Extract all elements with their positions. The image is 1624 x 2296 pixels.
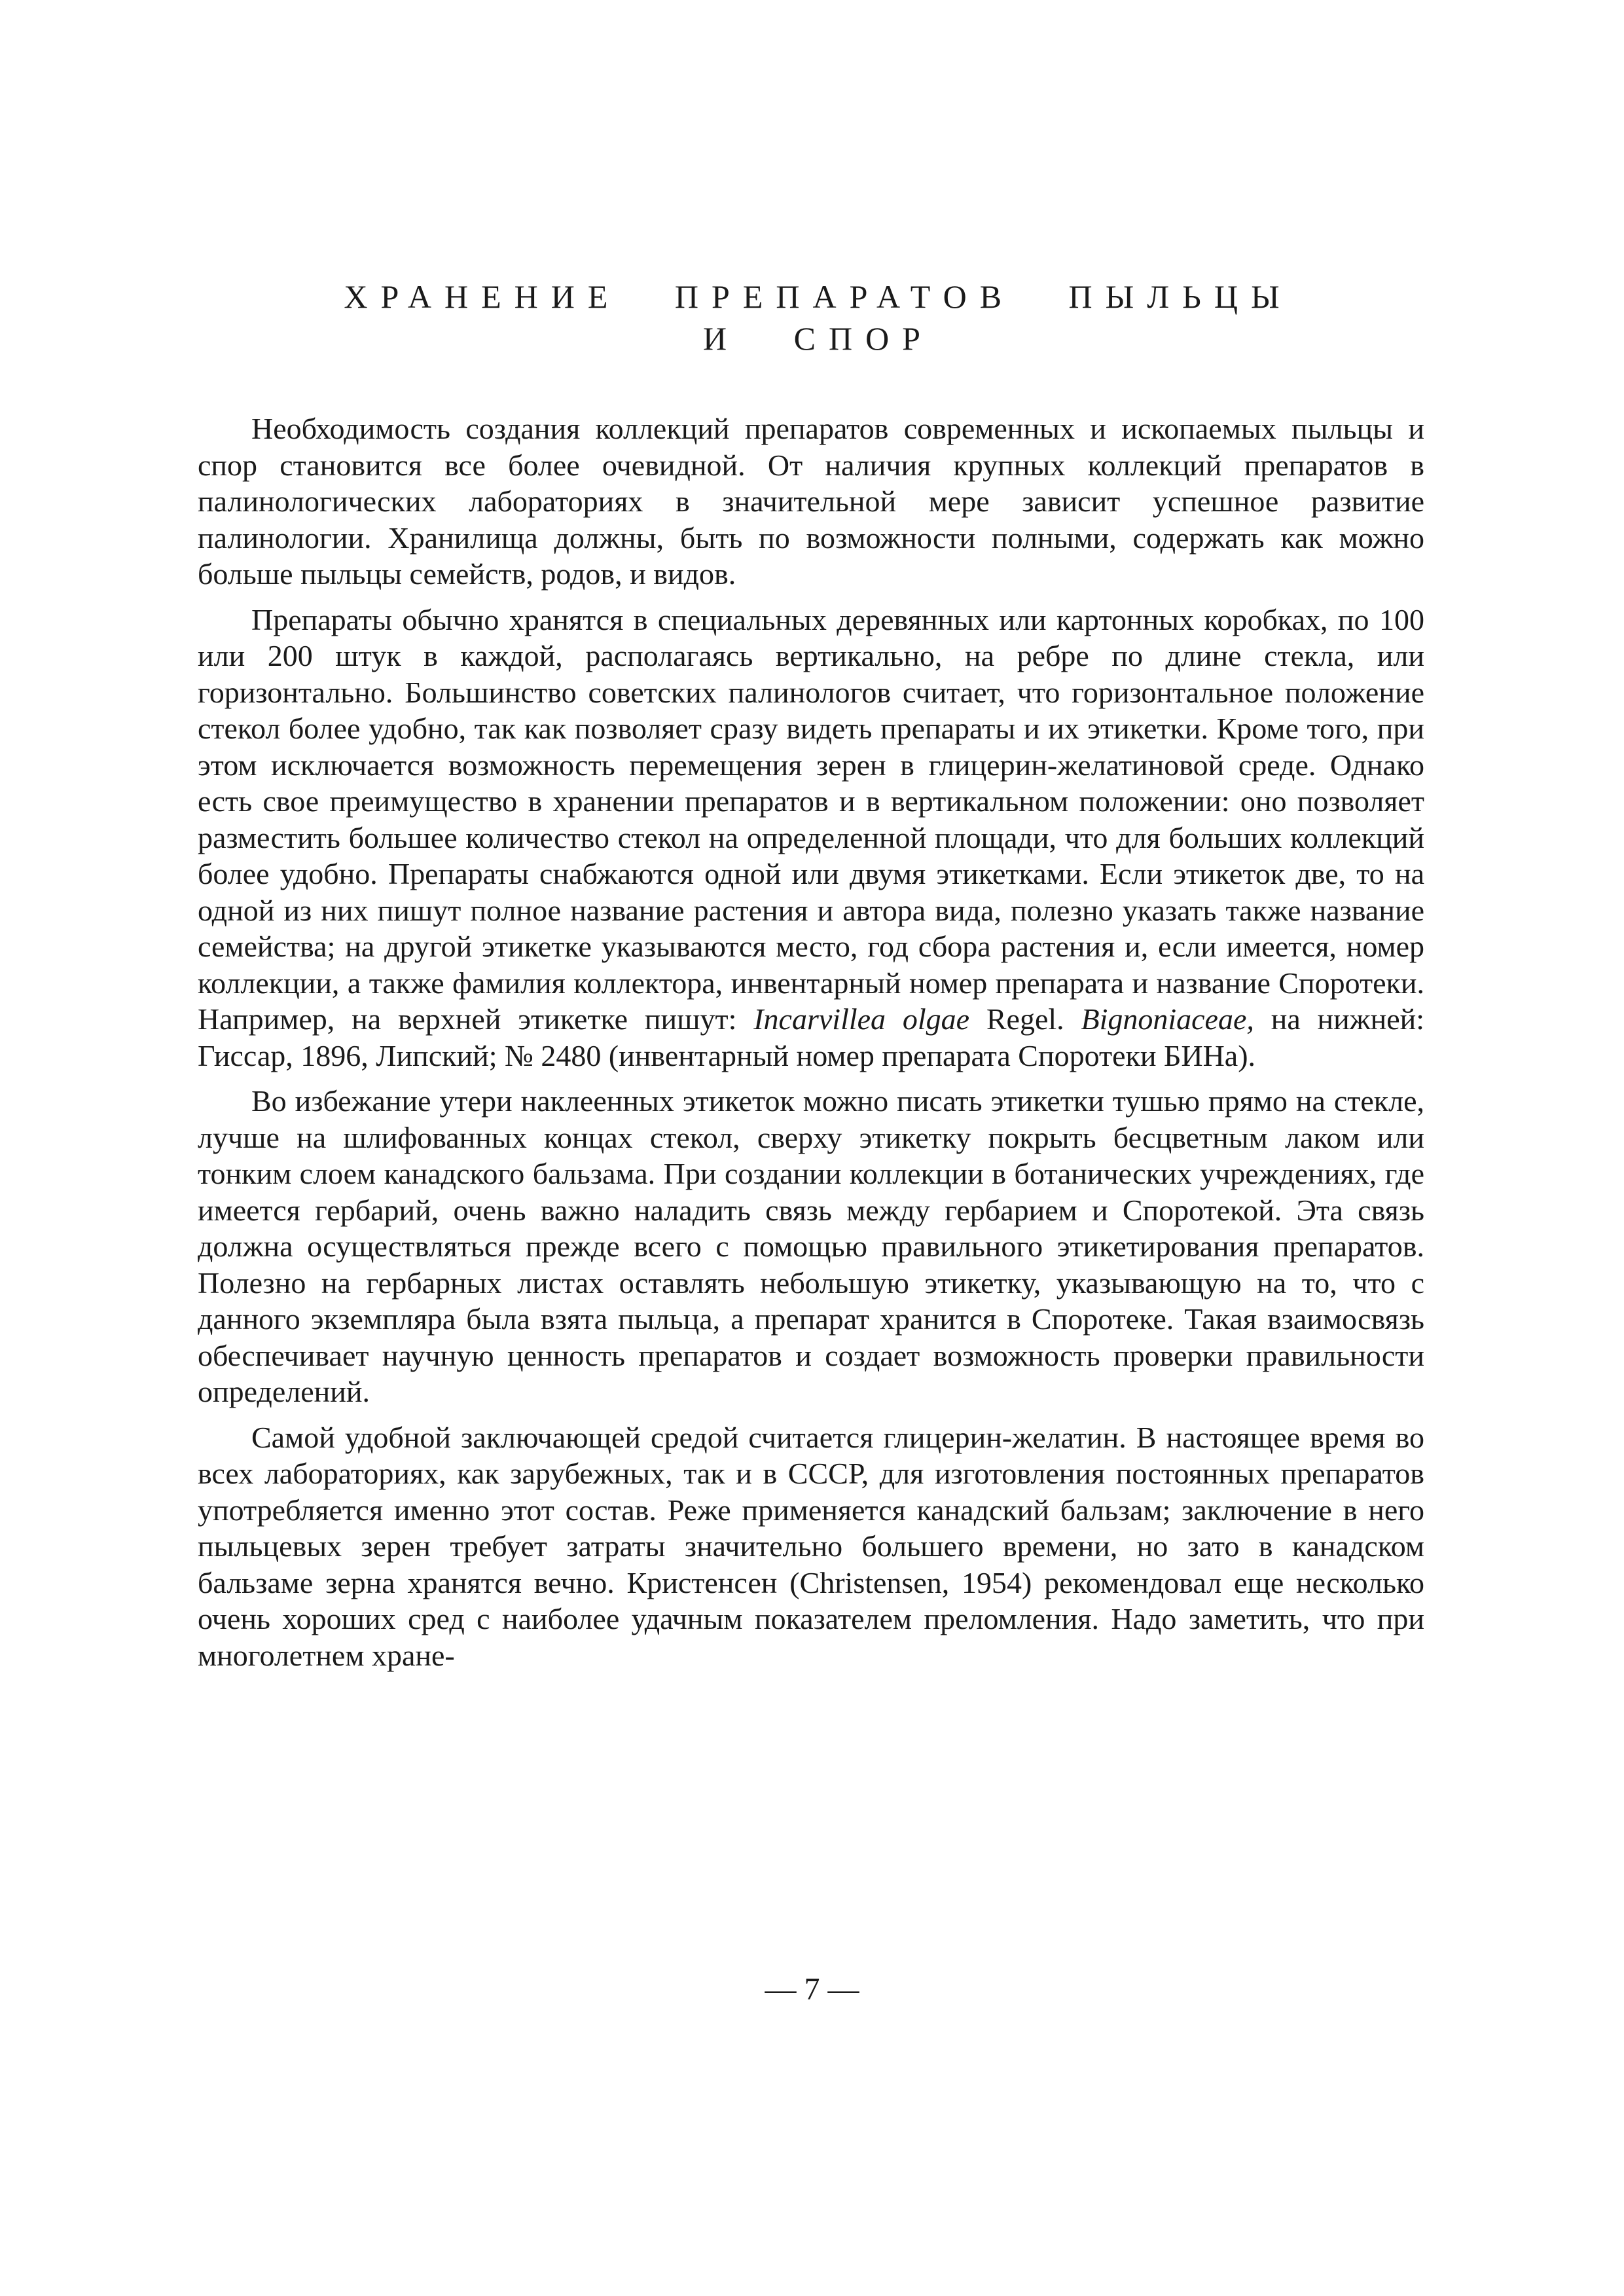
species-author: Regel. [969,1002,1081,1036]
family-name: Bignoniaceae, [1081,1002,1254,1036]
paragraph-2-main-text: Препараты обычно хранятся в специальных деревянных или картонных коробках, по 100 или 200 штук в каждой, располагаясь вертикально, на ребре по длине стекла, или горизонтально. Большинство советских палинологов считает, что горизонтальное положение стекол более удобно, так как позволяет сразу видеть препараты и их этикетки. Кроме того, при этом исключается возможность перемещения зерен в глицерин-желатиновой среде. Однако есть свое преимущество в хранении препаратов и в вертикальном положении: оно позволяет разместить большее количество стекол на определенной площади, что для больших коллекций более удобно. Препараты снабжаются одной или двумя этикетками. Если этикеток две, то на одной из них пишут полное название растения и автора вида, полезно указать также название семейства; на другой этикетке указываются место, год сбора растения и, если имеется, номер коллекции, а также фамилия коллектора, инвентарный номер препарата и название Споротеки. Например, на верхней этикетке пишут: [198,602,1424,1036]
paragraph-1: Необходимость создания коллекций препаратов современных и ископаемых пыльцы и спор становится все более очевидной. От наличия крупных коллекций препаратов в палинологических лабораториях в значительной мере зависит успешное развитие палинологии. Хранилища должны, быть по возможности полными, содержать как можно больше пыльцы семейств, родов, и видов. [198,412,1424,591]
paragraph-2-end-text: на нижней: Гиссар, 1896, Липский; № 2480 (инвентарный номер препарата Споротеки БИНа). [198,1002,1425,1072]
paragraph-4: Самой удобной заключающей средой считается глицерин-желатин. В настоящее время во всех лабораториях, как зарубежных, так и в СССР, для изготовления постоянных препаратов употребляется именно этот состав. Реже применяется канадский бальзам; заключение в него пыльцевых зерен требует затраты значительно большего времени, но зато в канадском бальзаме зерна хранятся вечно. Кристенсен (Christensen, 1954) рекомендовал еще несколько очень хороших сред с наиболее удачным показателем преломления. Надо заметить, что при многолетнем хране- [198,1420,1424,1672]
species-name: Incarvillea olgae [753,1002,970,1036]
body-text [198,410,1424,1673]
paragraph-2 [198,602,1424,1074]
page-title-line-1: ХРАНЕНИЕ ПРЕПАРАТОВ ПЫЛЬЦЫ [344,278,1293,315]
paragraph-3: Во избежание утери наклеенных этикеток можно писать этикетки тушью прямо на стекле, лучше на шлифованных концах стекол, сверху этикетку покрыть бесцветным лаком или тонким слоем канадского бальзама. При создании коллекции в ботанических учреждениях, где имеется гербарий, очень важно наладить связь между гербарием и Споротекой. Эта связь должна осуществляться прежде всего с помощью правильного этикетирования препаратов. Полезно на гербарных листах оставлять небольшую этикетку, указывающую на то, что с данного экземпляра была взята пыльца, а препарат хранится в Споротеке. Такая взаимосвязь обеспечивает научную ценность препаратов и создает возможность проверки правильности определений. [198,1084,1424,1408]
page-number: — 7 — [765,1972,859,2007]
page-title-line-2: И СПОР [703,320,933,357]
